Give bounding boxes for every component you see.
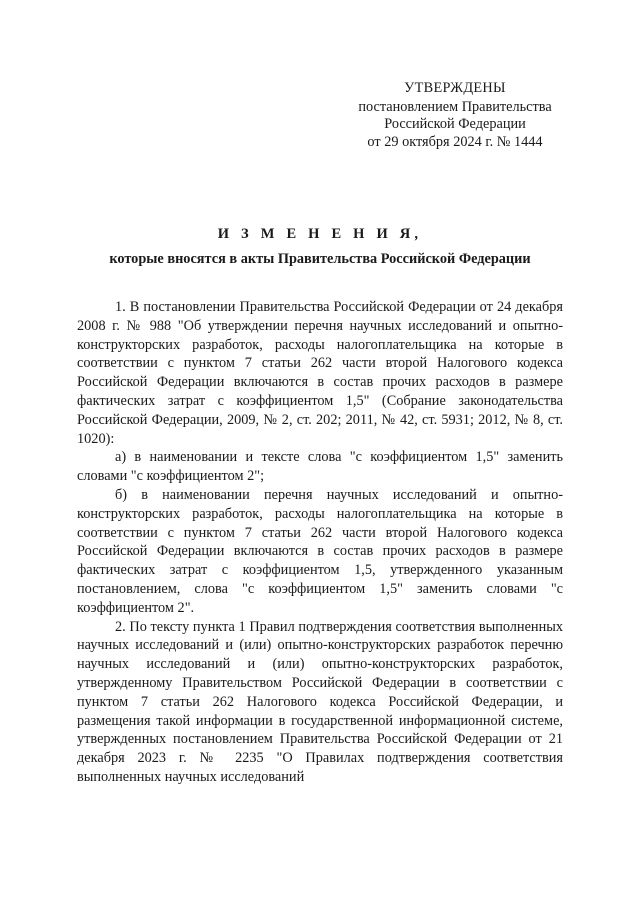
approval-block bbox=[330, 80, 580, 151]
approval-heading: УТВЕРЖДЕНЫ bbox=[404, 80, 506, 96]
paragraph-1b: б) в наименовании перечня научных исследований и опытно-конструкторских разработок, расходы налогоплательщика на которые в соответствии с пунктом 7 статьи 262 части второй Налогового кодекса Российской Федерации включаются в состав прочих расходов в размере фактических затрат с коэффициентом 1,5, утвержденного указанным постановлением, слова "с коэффициентом 1,5" заменить словами "с коэффициентом 2". bbox=[77, 486, 563, 616]
approval-line-2: Российской Федерации bbox=[384, 116, 526, 132]
document-title: И З М Е Н Е Н И Я, bbox=[217, 226, 423, 242]
approval-line-3: от 29 октября 2024 г. № 1444 bbox=[367, 133, 543, 150]
paragraph-1: 1. В постановлении Правительства Российской Федерации от 24 декабря 2008 г. № 988 "Об утверждении перечня научных исследований и опытно-конструкторских разработок, расходы налогоплательщика на которые в соответствии с пунктом 7 статьи 262 части второй Налогового кодекса Российской Федерации включаются в состав прочих расходов в размере фактических затрат с коэффициентом 1,5" (Собрание законодательства Российской Федерации, 2009, № 2, ст. 202; 2011, № 42, ст. 5931; 2012, № 8, ст. 1020): bbox=[77, 299, 563, 447]
approval-line-1: постановлением Правительства bbox=[358, 98, 552, 115]
document-body bbox=[77, 298, 563, 787]
document-subtitle: которые вносятся в акты Правительства Российской Федерации bbox=[109, 251, 531, 267]
paragraph-2: 2. По тексту пункта 1 Правил подтверждения соответствия выполненных научных исследований и (или) опытно-конструкторских разработок перечню научных исследований и (или) опытно-конструкторских разработок, утвержденному Правительством Российской Федерации в соответствии с пунктом 7 статьи 262 Налогового кодекса Российской Федерации, и размещения такой информации в государственной информационной системе, утвержденных постановлением Правительства Российской Федерации от 21 декабря 2023 г. № 2235 "О Правилах подтверждения соответствия выполненных научных исследований bbox=[77, 618, 563, 785]
paragraph-1a: а) в наименовании и тексте слова "с коэффициентом 1,5" заменить словами "с коэффициентом 2"; bbox=[77, 449, 563, 485]
